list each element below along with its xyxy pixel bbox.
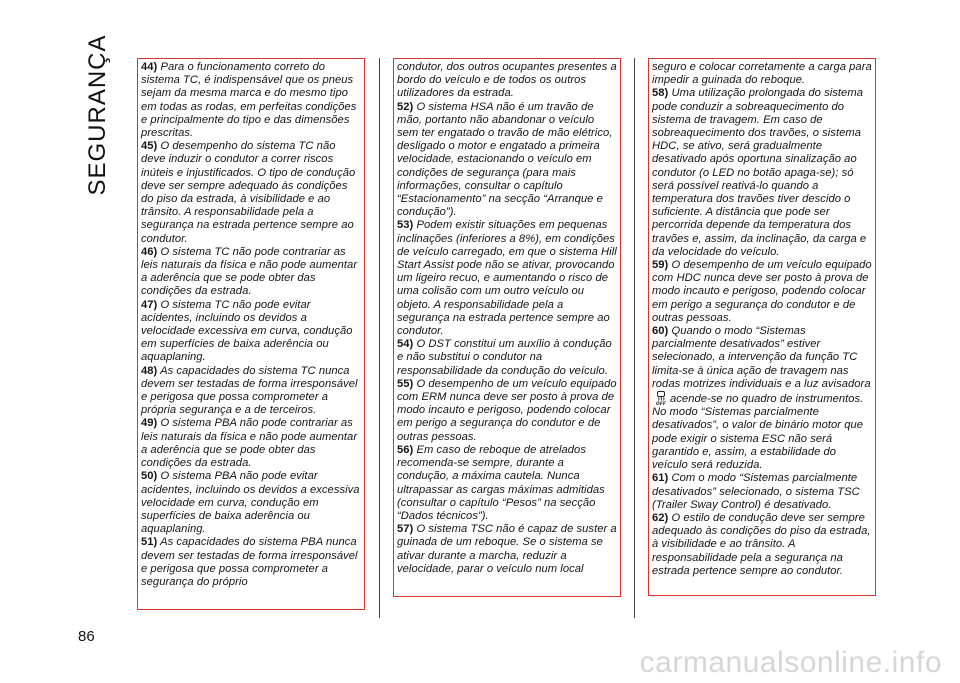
- warning-note: [141, 417, 361, 470]
- note-text: O desempenho de um veículo equipado com HDC nunca deve ser posto à prova de modo incauto e perigoso, podendo colocar em perigo a segurança do condutor e de outras pessoas.: [652, 259, 872, 324]
- note-text: O desempenho de um veículo equipado com ERM nunca deve ser posto à prova de modo incauto e perigoso, podendo colocar em perigo a segurança do condutor e de outras pessoas.: [397, 377, 617, 443]
- warning-note: [397, 101, 617, 220]
- note-text: O sistema HSA não é um travão de mão, portanto não abandonar o veículo sem ter engatado o travão de mão elétrico, desligado o motor e engatado a primeira velocidade, estacionando o veículo em condições de segurança (para mais informações, consultar o capítulo “Estacionamento” na secção “Arranque e condução”).: [397, 100, 613, 219]
- note-text: Uma utilização prolongada do sistema pode conduzir a sobreaquecimento do sistema de travagem. Em caso de sobreaquecimento dos travões, o sistema HDC, se ativo, será gradualmente desativado após oportuna sinalização ao condutor (o LED no botão apaga-se); só será possível reativá-lo quando a temperatura dos travões tiver descido o suficiente. A distância que pode ser percorrida depende da temperatura dos travões e, assim, da inclinação, da carga e da velocidade do veículo.: [652, 87, 867, 258]
- note-number: 62): [652, 511, 669, 524]
- note-text: Quando o modo “Sistemas parcialmente desativados” estiver selecionado, a intervenção da função TC limita-se à única ação de travagem nas rodas motrizes individuais e a luz avisadora: [652, 325, 871, 390]
- page-number: 86: [78, 628, 95, 645]
- note-text: O sistema TC não pode evitar acidentes, incluindo os devidos a velocidade excessiva em curva, condução em superfícies de baixa aderência ou aquaplaning.: [141, 298, 353, 364]
- note-text: As capacidades do sistema PBA nunca devem ser testadas de forma irresponsável e perigosa que possa comprometer a segurança do próprio: [141, 536, 358, 588]
- note-number: 44): [141, 61, 158, 73]
- continued-text: seguro e colocar corretamente a carga para impedir a guinada do reboque.: [652, 61, 872, 87]
- warnings-column-1: [137, 58, 365, 610]
- note-text: Com o modo “Sistemas parcialmente desativados” selecionado, o sistema TSC (Trailer Sway Control) é desativado.: [652, 472, 860, 511]
- warning-note: [141, 299, 361, 365]
- note-text: Em caso de reboque de atrelados recomenda-se sempre, durante a condução, a máxima cautela. Nunca ultrapassar as cargas máximas admitidas (consultar o capítulo “Pesos” na secção “Dados técnicos”).: [397, 443, 605, 522]
- note-number: 60): [652, 325, 669, 338]
- note-text-continued: acende-se no quadro de instrumentos. No modo “Sistemas parcialmente desativados”, o valor de binário motor que pode exigir o sistema ESC não será garantido e, assim, a estabilidade do veículo será reduzida.: [652, 393, 864, 472]
- note-number: 45): [141, 140, 158, 153]
- warning-note: [141, 470, 361, 536]
- column-divider: [634, 58, 635, 618]
- note-number: 50): [141, 470, 158, 483]
- note-number: 47): [141, 298, 158, 311]
- warnings-column-2: [393, 58, 621, 597]
- note-text: O DST constitui um auxílio à condução e não substitui o condutor na responsabilidade da condução do veículo.: [397, 338, 612, 377]
- section-tab: [78, 34, 118, 196]
- note-number: 58): [652, 87, 669, 100]
- note-text: As capacidades do sistema TC nunca devem ser testadas de forma irresponsável e perigosa que possa comprometer a própria segurança e a de terceiros.: [141, 364, 358, 417]
- note-text: O estilo de condução deve ser sempre adequado às condições do piso da estrada, à visibilidade e ao trânsito. A responsabilidade pela a segurança na estrada pertence sempre ao condutor.: [652, 511, 871, 577]
- warning-note: [141, 246, 361, 299]
- note-number: 46): [141, 245, 158, 258]
- note-number: 56): [397, 443, 414, 456]
- warning-note: [397, 378, 617, 444]
- warning-note: [397, 219, 617, 338]
- warning-note: [397, 444, 617, 523]
- note-text: Para o funcionamento correto do sistema TC, é indispensável que os pneus sejam da mesma marca e do mesmo tipo em todas as rodas, em perfeitas condições e principalmente do tipo e das dimensões prescritas.: [141, 61, 357, 140]
- watermark: carmanualsonline.info: [639, 646, 942, 679]
- note-number: 52): [397, 100, 414, 113]
- warnings-column-3: [648, 58, 876, 596]
- note-text: O sistema TC não pode contrariar as leis naturais da física e não pode aumentar a aderência que se pode obter das condições da estrada.: [141, 245, 358, 298]
- note-number: 54): [397, 338, 414, 351]
- note-text: O sistema PBA não pode contrariar as leis naturais da física e não pode aumentar a aderência que se pode obter das condições da estrada.: [141, 417, 358, 470]
- continued-text: condutor, dos outros ocupantes presentes a bordo do veículo e de todos os outros utilizadores da estrada.: [397, 61, 617, 100]
- note-number: 48): [141, 364, 158, 377]
- warning-note: [397, 338, 617, 378]
- note-number: 53): [397, 219, 414, 232]
- column-divider: [379, 58, 380, 618]
- warning-note: [652, 325, 872, 472]
- warning-note: [652, 87, 872, 259]
- note-text: O desempenho do sistema TC não deve induzir o condutor a correr riscos inúteis e injustificados. O tipo de condução deve ser sempre adequado às condições do piso da estrada, à visibilidade e ao trânsito. A responsabilidade pela a segurança na estrada pertence sempre ao condutor.: [141, 140, 356, 245]
- esc-off-warning-light-icon: [654, 391, 668, 405]
- warning-note: [652, 512, 872, 578]
- note-number: 55): [397, 377, 414, 390]
- note-number: 59): [652, 259, 669, 272]
- note-text: O sistema TSC não é capaz de suster a guinada de um reboque. Se o sistema se ativar durante a marcha, reduzir a velocidade, parar o veículo num local: [397, 523, 617, 575]
- note-number: 49): [141, 417, 158, 430]
- note-text: O sistema PBA não pode evitar acidentes, incluindo os devidos a excessiva velocidade em curva, condução em superfícies de baixa aderência ou aquaplaning.: [141, 470, 360, 536]
- warning-note: [141, 140, 361, 246]
- icon-off-label: OFF: [656, 401, 666, 406]
- warning-note: [397, 523, 617, 576]
- note-number: 57): [397, 523, 414, 536]
- note-number: 51): [141, 536, 158, 549]
- warning-note: [141, 536, 361, 589]
- warning-note: [141, 61, 361, 140]
- section-title: SEGURANÇA: [84, 34, 111, 196]
- warning-note: [141, 365, 361, 418]
- warning-note: [652, 259, 872, 325]
- warning-note: [652, 472, 872, 512]
- note-text: Podem existir situações em pequenas inclinações (inferiores a 8%), em condições de veículo carregado, em que o sistema Hill Start Assist pode não se ativar, provocando um ligeiro recuo, e aumentando o risco de uma colisão com um outro veículo ou objeto. A responsabilidade pela a segurança na estrada pertence sempre ao condutor.: [397, 219, 617, 338]
- note-number: 61): [652, 472, 669, 485]
